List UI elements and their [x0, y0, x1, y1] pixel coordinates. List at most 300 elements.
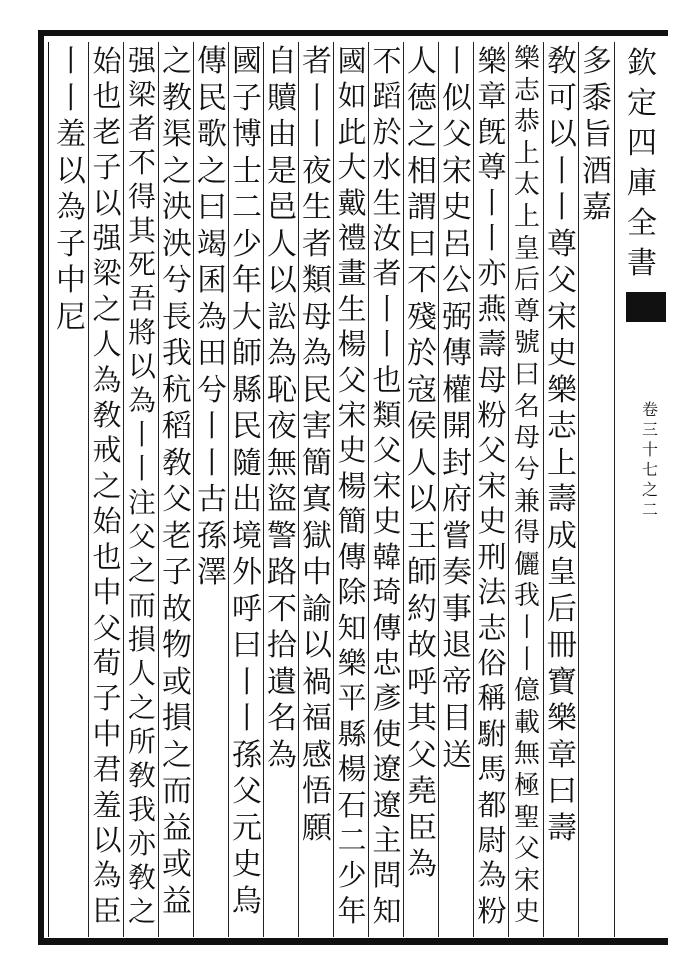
text-char: 敎	[547, 44, 577, 79]
text-char: 上	[514, 202, 540, 233]
text-char: 是	[267, 153, 297, 189]
text-char: 物	[162, 628, 192, 663]
text-char: 泱	[162, 190, 192, 225]
text-char: 亦	[128, 826, 156, 860]
text-char: 使	[372, 716, 402, 751]
text-char: 壽	[547, 482, 577, 517]
margin-title-char: 定	[627, 86, 657, 121]
text-char: 拾	[267, 628, 297, 663]
text-char: 呼	[407, 664, 437, 700]
text-char: 為	[92, 858, 122, 893]
text-column	[545, 44, 579, 847]
text-char: 死	[128, 248, 156, 282]
text-char: 丨	[547, 190, 577, 225]
text-char: 我	[162, 336, 192, 371]
text-char: 為	[302, 336, 332, 371]
text-char: 父	[547, 263, 577, 298]
text-column	[405, 44, 439, 884]
text-char: 樂	[514, 44, 540, 74]
text-char: 忠	[372, 645, 402, 680]
text-char: 母	[302, 299, 332, 335]
text-char: 為	[477, 858, 507, 893]
text-char: 國	[232, 44, 262, 79]
text-char: 注	[128, 486, 156, 520]
margin-title-char: 書	[627, 246, 657, 281]
text-char: 丨	[442, 44, 472, 79]
text-char: 遼	[372, 752, 402, 787]
text-char: 上	[514, 138, 540, 169]
text-char: 者	[302, 226, 332, 262]
text-char: 梁	[92, 256, 122, 291]
text-char: 寘	[302, 482, 332, 517]
text-char: 帝	[442, 664, 472, 700]
text-char: 丨	[128, 418, 156, 452]
text-char: 殘	[407, 299, 437, 335]
text-char: 以	[407, 482, 437, 517]
text-char: 宋	[547, 299, 577, 335]
margin-title	[620, 44, 664, 284]
text-char: 子	[162, 555, 192, 590]
text-char: 丨	[514, 644, 540, 675]
text-char: 之	[162, 737, 192, 773]
text-char: 平	[337, 681, 367, 716]
text-char: 曰	[514, 360, 540, 391]
text-char: 教	[162, 80, 192, 116]
text-char: 遼	[372, 787, 402, 822]
text-char: 志	[547, 409, 577, 444]
text-char: 父	[407, 737, 437, 773]
text-char: 得	[514, 518, 540, 549]
text-char: 刑	[477, 539, 507, 574]
text-char: 傳	[372, 610, 402, 645]
text-char: 戴	[337, 185, 367, 220]
text-char: 中	[92, 716, 122, 751]
juan-char: 七	[641, 460, 658, 479]
text-char: 父	[337, 362, 367, 397]
text-char: 丨	[477, 185, 507, 220]
text-column	[125, 44, 159, 929]
text-char: 所	[128, 724, 156, 758]
text-char: 孫	[232, 737, 262, 773]
text-char: 害	[302, 409, 332, 444]
text-char: 呼	[232, 591, 262, 627]
text-char: 少	[337, 858, 367, 893]
text-char: 石	[337, 787, 367, 822]
text-char: 敎	[162, 445, 192, 481]
text-char: 權	[442, 372, 472, 408]
text-char: 主	[372, 822, 402, 857]
text-char: 傳	[337, 539, 367, 574]
text-char: 曰	[197, 190, 227, 225]
text-char: 其	[128, 214, 156, 248]
text-char: 吾	[128, 282, 156, 316]
text-char: 敎	[92, 398, 122, 433]
text-char: 博	[232, 117, 262, 152]
text-char: 諭	[302, 591, 332, 627]
text-char: 訟	[267, 299, 297, 335]
text-char: 送	[442, 737, 472, 773]
text-char: 丨	[477, 221, 507, 256]
text-char: 名	[514, 391, 540, 422]
text-char: 多	[582, 44, 612, 79]
text-char: 以	[92, 822, 122, 857]
text-char: 如	[337, 79, 367, 114]
juan-char: 之	[641, 480, 658, 499]
text-char: 感	[302, 737, 332, 773]
text-char: 於	[407, 336, 437, 371]
text-char: 史	[547, 336, 577, 371]
text-char: 年	[232, 263, 262, 298]
text-char: 后	[547, 591, 577, 627]
text-char: 皇	[514, 233, 540, 264]
text-char: 始	[92, 504, 122, 539]
text-char: 此	[337, 114, 367, 149]
text-char: 寶	[547, 664, 577, 700]
text-char: 益	[162, 883, 192, 919]
text-char: 史	[514, 897, 540, 928]
text-char: 禮	[337, 221, 367, 256]
text-char: 尊	[547, 226, 577, 262]
text-char: 父	[442, 117, 472, 152]
text-char: 為	[197, 299, 227, 335]
text-char: 曰	[407, 226, 437, 262]
text-char: 知	[337, 610, 367, 645]
text-char: 寇	[407, 372, 437, 408]
text-char: 隨	[232, 445, 262, 481]
text-char: 臣	[407, 810, 437, 846]
text-char: 之	[197, 153, 227, 189]
text-char: 梁	[128, 78, 156, 112]
text-column	[90, 44, 124, 929]
text-char: 稻	[162, 409, 192, 444]
text-char: 國	[337, 44, 367, 78]
text-char: 子	[232, 80, 262, 116]
text-char: 我	[128, 792, 156, 826]
text-char: 丨	[302, 80, 332, 116]
text-char: 史	[372, 504, 402, 539]
text-char: 中	[56, 263, 86, 298]
text-char: 為	[92, 362, 122, 397]
text-char: 相	[407, 153, 437, 189]
text-char: 也	[372, 362, 402, 397]
text-char: 侯	[407, 409, 437, 444]
text-char: 父	[162, 482, 192, 517]
text-char: 者	[128, 112, 156, 146]
text-column	[370, 44, 404, 929]
text-char: 簡	[302, 445, 332, 481]
text-char: 願	[302, 810, 332, 846]
text-char: 史	[477, 504, 507, 539]
text-char: 億	[514, 676, 540, 707]
text-char: 生	[372, 185, 402, 220]
text-char: 父	[92, 610, 122, 645]
juan-char: 二	[641, 500, 658, 519]
text-char: 不	[267, 591, 297, 627]
text-char: 之	[162, 44, 192, 79]
text-char: 夜	[267, 409, 297, 444]
text-char: 丨	[197, 409, 227, 444]
text-column	[230, 44, 264, 920]
text-char: 不	[128, 146, 156, 180]
text-char: 法	[477, 575, 507, 610]
text-char: 贖	[267, 80, 297, 116]
text-char: 不	[372, 44, 402, 78]
text-char: 父	[514, 834, 540, 865]
text-char: 皇	[547, 555, 577, 590]
text-char: 上	[547, 445, 577, 481]
text-char: 母	[514, 423, 540, 454]
text-char: 荀	[92, 645, 122, 680]
text-char: 人	[407, 445, 437, 481]
text-column	[265, 44, 299, 774]
text-char: 以	[547, 117, 577, 152]
text-char: 丨	[232, 701, 262, 736]
text-char: 除	[337, 575, 367, 610]
text-char: 由	[267, 117, 297, 152]
text-char: 傳	[442, 336, 472, 371]
text-char: 蹈	[372, 79, 402, 114]
text-char: 載	[514, 707, 540, 738]
juan-char: 三	[641, 420, 658, 439]
text-char: 渠	[162, 117, 192, 152]
text-char: 類	[302, 263, 332, 298]
text-char: 宋	[477, 468, 507, 503]
text-char: 后	[514, 265, 540, 296]
text-column	[475, 44, 509, 929]
text-char: 中	[302, 555, 332, 590]
text-column	[510, 44, 544, 929]
text-column	[580, 44, 614, 227]
text-char: 樂	[337, 645, 367, 680]
text-char: 竭	[197, 226, 227, 262]
text-char: 似	[442, 80, 472, 116]
text-char: 韓	[372, 539, 402, 574]
text-char: 以	[128, 350, 156, 384]
juan-char: 卷	[641, 400, 658, 419]
text-char: 冊	[547, 628, 577, 663]
text-char: 彥	[372, 681, 402, 716]
text-char: 都	[477, 787, 507, 822]
text-char: 戒	[92, 433, 122, 468]
text-char: 老	[162, 518, 192, 554]
text-char: 也	[92, 79, 122, 114]
text-char: 中	[92, 575, 122, 610]
text-char: 丨	[128, 452, 156, 486]
text-char: 之	[92, 468, 122, 503]
text-char: 民	[197, 80, 227, 116]
text-char: 尉	[477, 822, 507, 857]
text-char: 粉	[477, 893, 507, 928]
text-char: 遺	[267, 664, 297, 700]
text-char: 而	[128, 588, 156, 622]
text-char: 人	[407, 44, 437, 79]
text-char: 者	[302, 44, 332, 79]
juan-char: 十	[641, 440, 658, 459]
text-char: 之	[162, 153, 192, 189]
text-char: 烏	[232, 883, 262, 919]
text-char: 極	[514, 771, 540, 802]
text-char: 燕	[477, 291, 507, 326]
text-char: 樂	[477, 44, 507, 78]
text-char: 志	[514, 75, 540, 106]
fishtail-marker	[626, 292, 666, 322]
text-column	[160, 44, 194, 920]
column-rule	[88, 42, 89, 937]
text-char: 丨	[302, 117, 332, 152]
text-char: 丨	[56, 44, 86, 79]
text-char: 宋	[372, 468, 402, 503]
text-char: 號	[514, 328, 540, 359]
text-char: 聖	[514, 802, 540, 833]
text-char: 退	[442, 628, 472, 663]
text-char: 或	[162, 847, 192, 882]
text-char: 府	[442, 482, 472, 517]
text-char: 之	[128, 554, 156, 588]
text-char: 恭	[514, 107, 540, 138]
text-char: 呂	[442, 226, 472, 262]
text-char: 壽	[477, 327, 507, 362]
text-char: 兮	[514, 454, 540, 485]
text-char: 兼	[514, 486, 540, 517]
text-char: 謂	[407, 190, 437, 225]
text-char: 强	[92, 221, 122, 256]
text-char: 嘗	[442, 518, 472, 554]
text-char: 也	[92, 539, 122, 574]
text-char: 兮	[197, 372, 227, 408]
text-char: 我	[514, 581, 540, 612]
text-char: 樂	[547, 701, 577, 736]
text-char: 以	[56, 153, 86, 189]
text-char: 尼	[56, 299, 86, 335]
text-char: 長	[162, 299, 192, 335]
text-char: 澤	[197, 555, 227, 590]
text-char: 獄	[302, 518, 332, 554]
text-char: 水	[372, 150, 402, 185]
text-char: 丨	[372, 291, 402, 326]
text-char: 師	[232, 336, 262, 371]
margin-title-char: 全	[627, 206, 657, 241]
text-char: 宋	[442, 153, 472, 189]
text-char: 章	[477, 79, 507, 114]
text-char: 粉	[477, 398, 507, 433]
text-char: 旣	[477, 114, 507, 149]
text-char: 開	[442, 409, 472, 444]
text-char: 損	[162, 701, 192, 736]
text-char: 人	[267, 226, 297, 262]
text-char: 問	[372, 858, 402, 893]
text-char: 師	[407, 555, 437, 590]
text-char: 始	[92, 44, 122, 78]
text-char: 類	[372, 398, 402, 433]
text-char: 曰	[547, 774, 577, 809]
text-char: 楊	[337, 327, 367, 362]
text-char: 可	[547, 80, 577, 116]
text-char: 為	[267, 336, 297, 371]
text-char: 兮	[162, 263, 192, 298]
text-char: 簡	[337, 504, 367, 539]
text-char: 其	[407, 701, 437, 736]
text-column	[335, 44, 369, 929]
text-char: 田	[197, 336, 227, 371]
text-char: 君	[92, 752, 122, 787]
text-char: 益	[162, 810, 192, 846]
text-column	[195, 44, 229, 592]
text-char: 黍	[582, 80, 612, 116]
text-char: 臣	[92, 893, 122, 928]
text-char: 尊	[514, 296, 540, 327]
text-char: 名	[267, 701, 297, 736]
text-char: 丨	[232, 664, 262, 700]
text-char: 人	[128, 656, 156, 690]
text-char: 元	[232, 810, 262, 846]
text-column	[300, 44, 334, 847]
text-char: 楊	[337, 752, 367, 787]
text-char: 旨	[582, 117, 612, 152]
margin-title-char: 欽	[627, 46, 657, 81]
text-char: 知	[372, 893, 402, 928]
text-char: 成	[547, 518, 577, 554]
text-char: 境	[232, 518, 262, 554]
juan-label	[640, 400, 660, 520]
text-char: 之	[92, 291, 122, 326]
text-char: 為	[56, 190, 86, 225]
text-char: 子	[56, 226, 86, 262]
text-char: 歌	[197, 117, 227, 152]
text-char: 警	[267, 518, 297, 554]
text-char: 稱	[477, 681, 507, 716]
text-char: 少	[232, 226, 262, 262]
text-char: 史	[337, 433, 367, 468]
text-char: 敎	[128, 860, 156, 894]
text-char: 者	[372, 256, 402, 291]
text-char: 為	[407, 847, 437, 882]
text-char: 禍	[302, 664, 332, 700]
text-char: 古	[197, 482, 227, 517]
text-char: 太	[514, 170, 540, 201]
text-char: 公	[442, 263, 472, 298]
text-char: 尊	[477, 150, 507, 185]
column-rule	[614, 42, 615, 937]
text-char: 德	[407, 80, 437, 116]
text-char: 邑	[267, 190, 297, 225]
text-char: 或	[162, 664, 192, 700]
text-char: 之	[128, 894, 156, 928]
margin-title-char: 庫	[627, 166, 657, 201]
text-char: 史	[442, 190, 472, 225]
text-char: 父	[477, 433, 507, 468]
text-char: 傳	[197, 44, 227, 79]
text-char: 畫	[337, 256, 367, 291]
text-char: 宋	[337, 398, 367, 433]
text-char: 史	[232, 847, 262, 882]
text-char: 羞	[92, 787, 122, 822]
text-char: 以	[302, 628, 332, 663]
text-char: 為	[128, 384, 156, 418]
text-char: 琦	[372, 575, 402, 610]
text-char: 駙	[477, 716, 507, 751]
text-char: 民	[302, 372, 332, 408]
text-char: 敎	[128, 758, 156, 792]
text-char: 縣	[337, 716, 367, 751]
text-char: 大	[232, 299, 262, 335]
text-char: 福	[302, 701, 332, 736]
text-char: 丨	[197, 445, 227, 481]
text-char: 而	[162, 774, 192, 809]
text-char: 大	[337, 150, 367, 185]
text-char: 楊	[337, 468, 367, 503]
text-char: 王	[407, 518, 437, 554]
text-char: 子	[92, 150, 122, 185]
